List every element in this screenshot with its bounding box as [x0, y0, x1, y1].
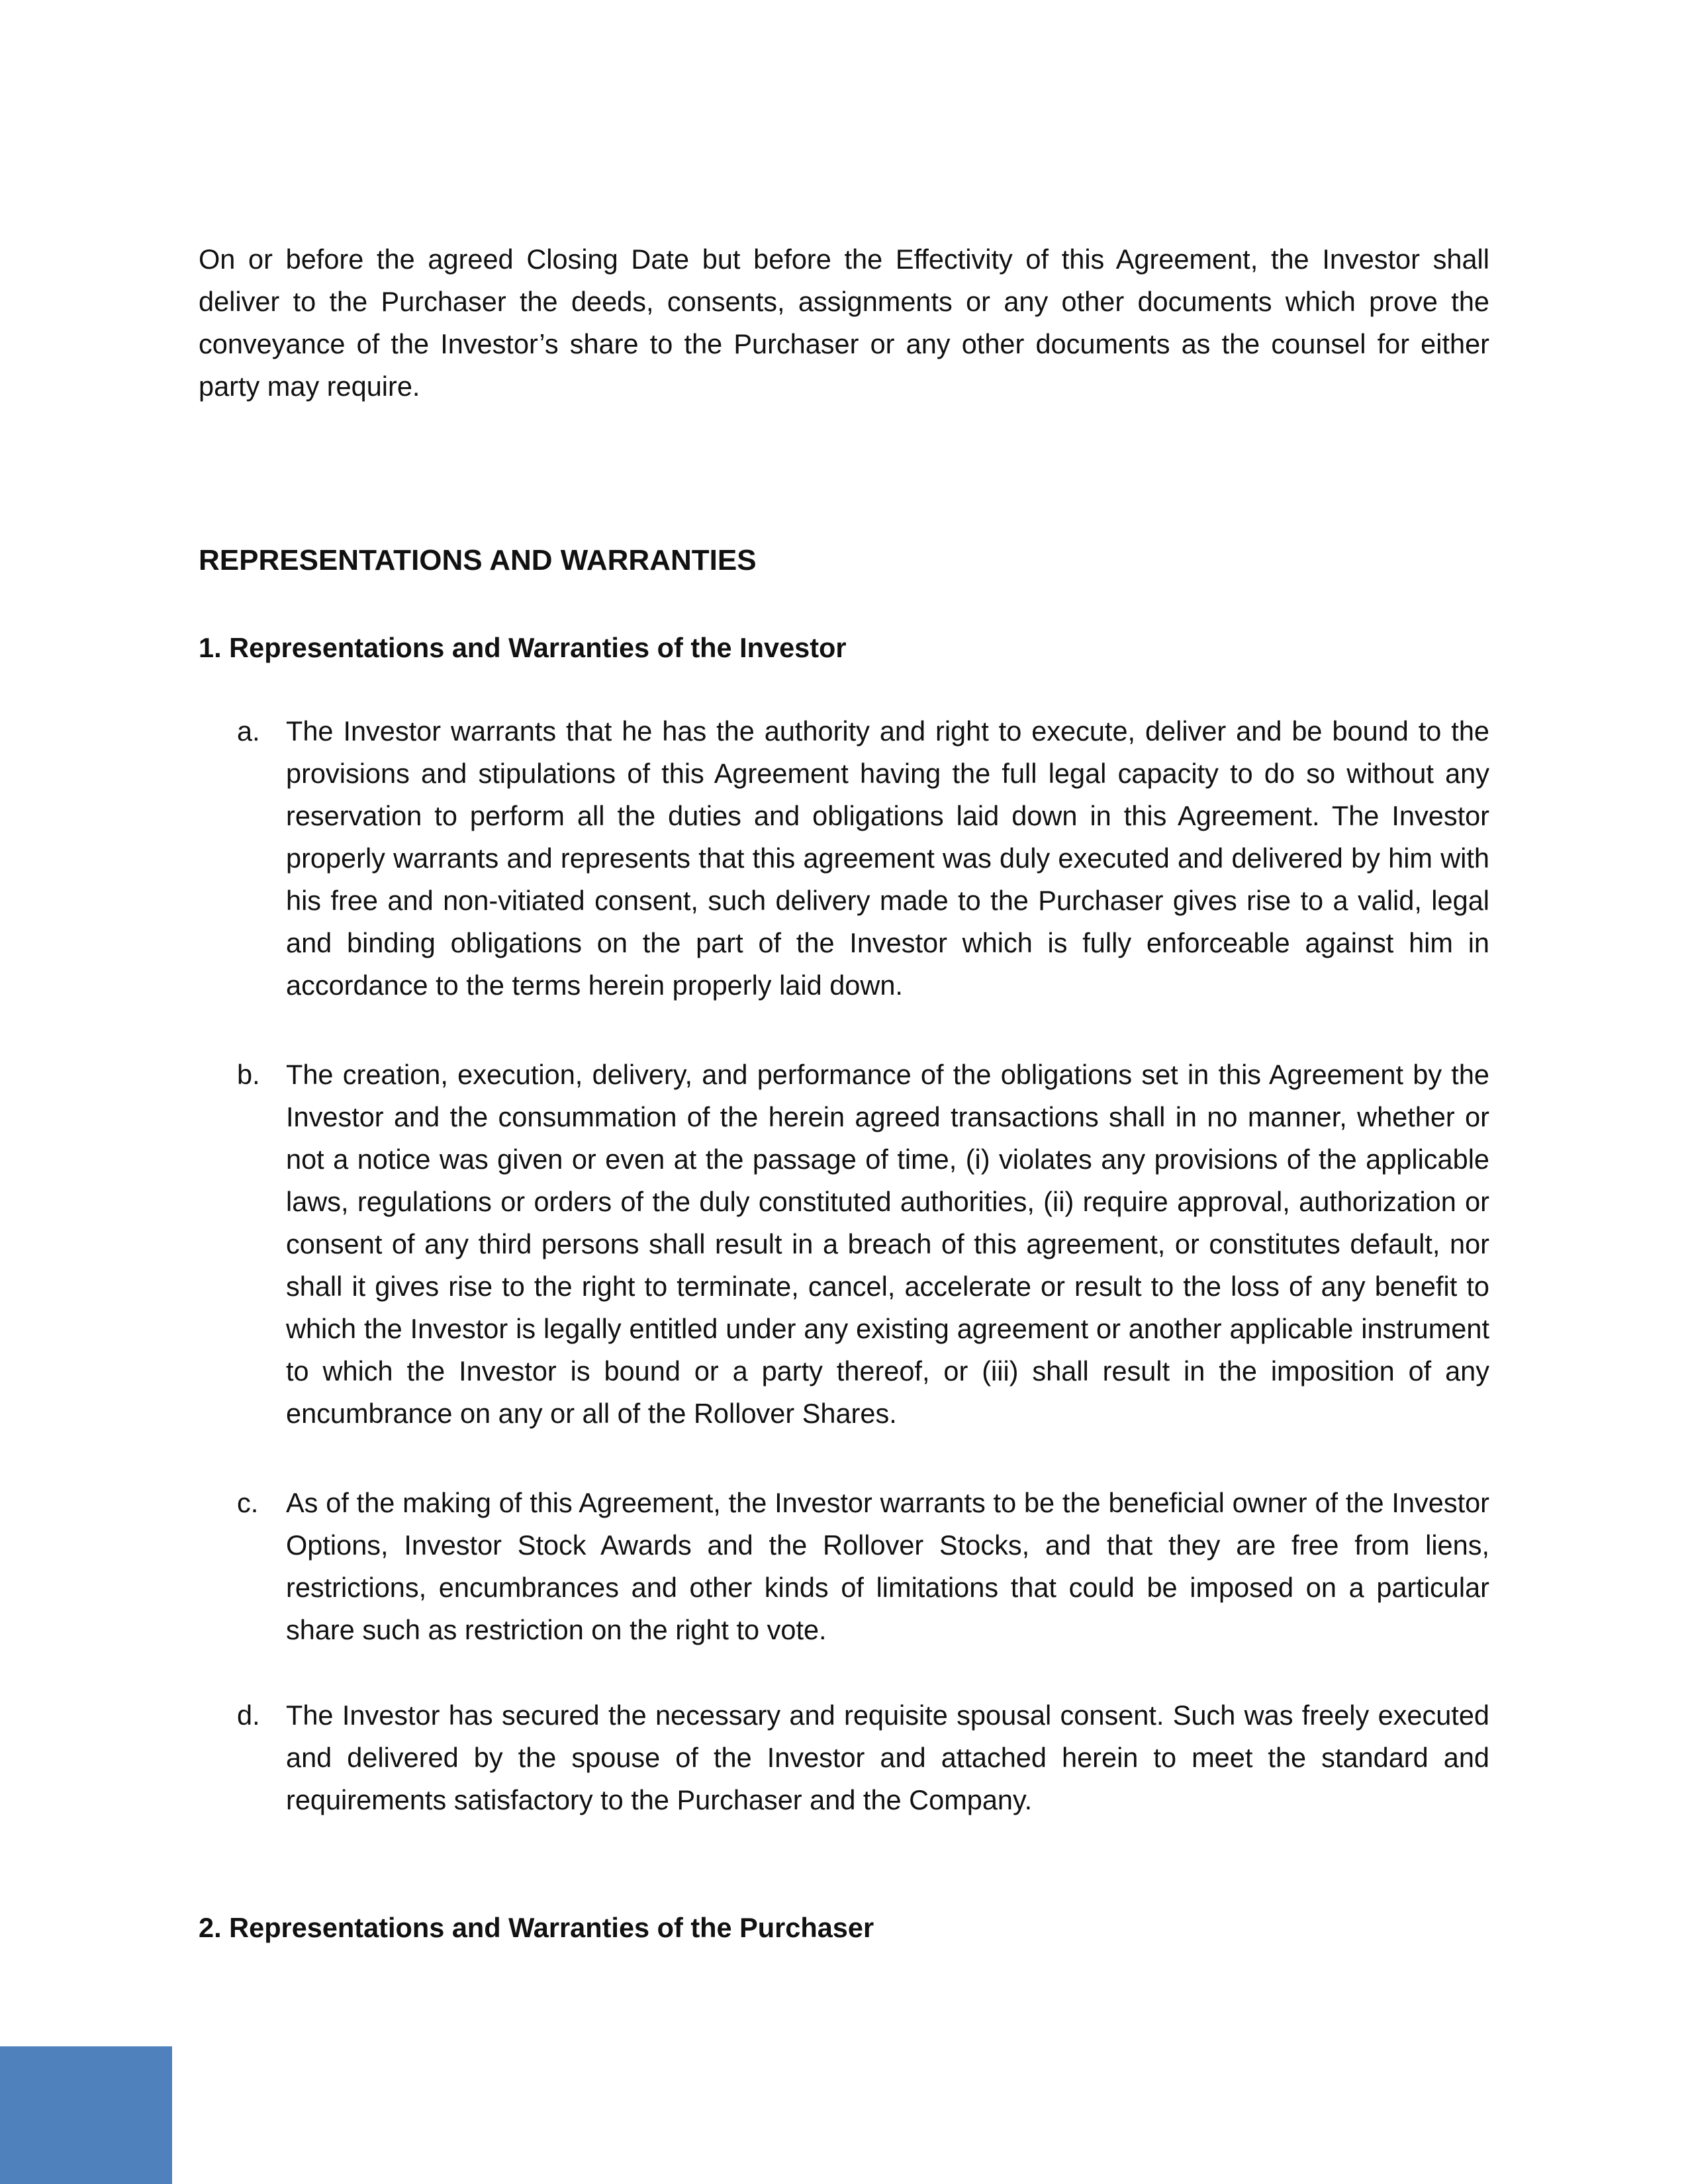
list-item-c [199, 1482, 1489, 1651]
list-marker: a. [237, 715, 260, 747]
list-item-text: The Investor warrants that he has the authority and right to execute, deliver and be bound to the provisions and stipulations of this Agreement having the full legal capacity to do so without any reservation to perform all the duties and obligations laid down in this Agreement. The Investor properly warrants and represents that this agreement was duly executed and delivered by him with his free and non-vitiated consent, such delivery made to the Purchaser gives rise to a valid, legal and binding obligations on the part of the Investor which is fully enforceable against him in accordance to the terms herein properly laid down. [286, 715, 1489, 1001]
list-marker: c. [237, 1487, 259, 1518]
list-item-b [199, 1054, 1489, 1435]
list-marker: b. [237, 1059, 260, 1090]
subsection-heading-investor: 1. Representations and Warranties of the Investor [199, 632, 847, 663]
section-heading-representations: REPRESENTATIONS AND WARRANTIES [199, 544, 757, 576]
list-item-d [199, 1694, 1489, 1821]
decorative-corner-block [0, 2046, 172, 2184]
list-marker: d. [237, 1700, 260, 1731]
intro-paragraph: On or before the agreed Closing Date but before the Effectivity of this Agreement, the Investor shall deliver to the Purchaser the deeds, consents, assignments or any other documents which prove the conveyance of the Investor’s share to the Purchaser or any other documents as the counsel for either party may require. [199, 244, 1489, 402]
list-item-text: The Investor has secured the necessary and requisite spousal consent. Such was freely executed and delivered by the spouse of the Investor and attached herein to meet the standard and requirements satisfactory to the Purchaser and the Company. [286, 1700, 1489, 1815]
document-page [199, 238, 1489, 1943]
list-item-a [199, 710, 1489, 1007]
list-item-text: As of the making of this Agreement, the Investor warrants to be the beneficial owner of the Investor Options, Investor Stock Awards and the Rollover Stocks, and that they are free from liens, restrictions, encumbrances and other kinds of limitations that could be imposed on a particular share such as restriction on the right to vote. [286, 1487, 1489, 1645]
subsection-heading-purchaser: 2. Representations and Warranties of the Purchaser [199, 1912, 874, 1943]
list-item-text: The creation, execution, delivery, and performance of the obligations set in this Agreement by the Investor and the consummation of the herein agreed transactions shall in no manner, whether or not a notice was given or even at the passage of time, (i) violates any provisions of the applicable laws, regulations or orders of the duly constituted authorities, (ii) require approval, authorization or consent of any third persons shall result in a breach of this agreement, or constitutes default, nor shall it gives rise to the right to terminate, cancel, accelerate or result to the loss of any benefit to which the Investor is legally entitled under any existing agreement or another applicable instrument to which the Investor is bound or a party thereof, or (iii) shall result in the imposition of any encumbrance on any or all of the Rollover Shares. [286, 1059, 1489, 1429]
